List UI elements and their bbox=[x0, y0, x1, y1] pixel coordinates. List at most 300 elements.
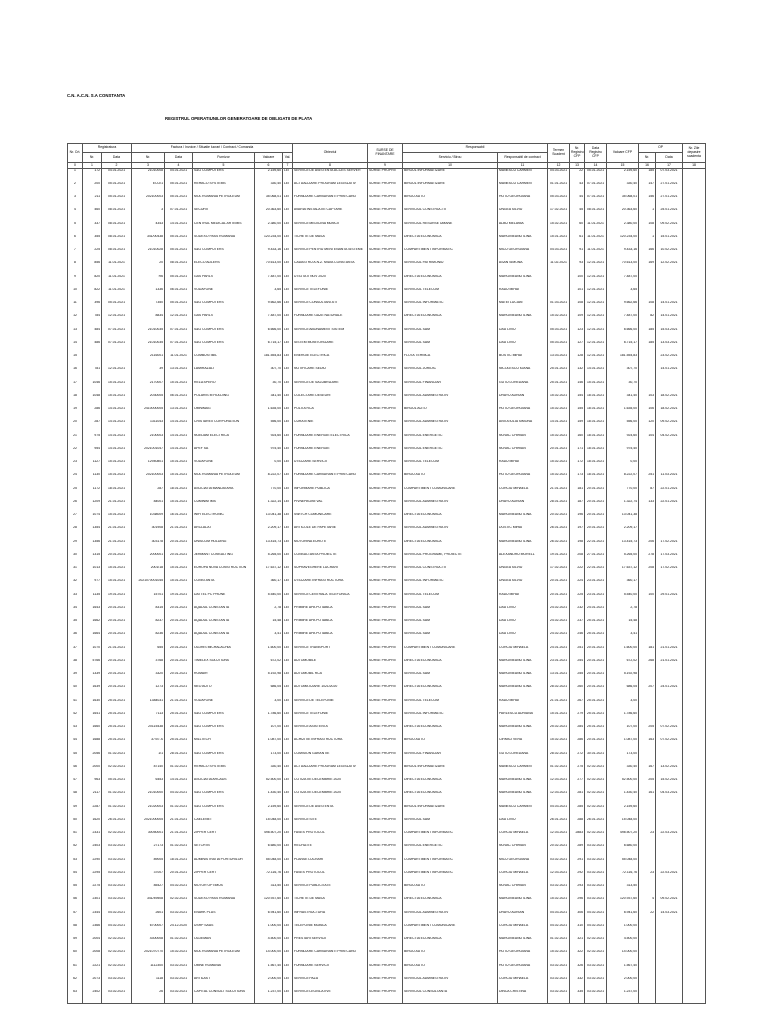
cell-valoare-cfp: 30,70 bbox=[607, 381, 639, 394]
cell-reg-data: 08.01.2021 bbox=[102, 248, 132, 261]
cell-valuta: LEI bbox=[283, 566, 293, 579]
cell-sursa: SURSE PROPRII bbox=[368, 394, 403, 407]
cell-valoare: 7.487,00 bbox=[255, 275, 283, 288]
cell-responsabil: MARGINEANU ILINA bbox=[498, 314, 548, 327]
cell-valoare-cfp: 52.500,00 bbox=[607, 778, 639, 791]
cell-op-data bbox=[656, 805, 683, 818]
cell-reg-data: 20.01.2021 bbox=[102, 619, 132, 632]
cell-valoare-cfp: 3,65 bbox=[607, 288, 639, 301]
cell-responsabil: MARGINEANU ILINA bbox=[498, 725, 548, 738]
table-row bbox=[68, 275, 706, 288]
cell-nr-cfp: 275 bbox=[570, 765, 585, 778]
cell-responsabil: DAU LIVIU bbox=[498, 818, 548, 831]
cell-termen: 24.02.2021 bbox=[548, 606, 570, 619]
cell-nr-cfp: 260 bbox=[570, 685, 585, 698]
cell-data-cfp: 03.02.2021 bbox=[585, 990, 607, 1003]
cell-fact-data: 04.02.2021 bbox=[165, 884, 193, 897]
cell-data-cfp: 15.01.2021 bbox=[585, 381, 607, 394]
cell-sursa: SURSE PROPRII bbox=[368, 752, 403, 765]
column-index: 16 bbox=[639, 163, 656, 169]
cell-termen: 04.02.2021 bbox=[548, 924, 570, 937]
cell-reg-nr: 856 bbox=[83, 261, 102, 274]
cell-op-data: 18.02.2021 bbox=[656, 394, 683, 407]
cell-nr-cfp: 292 bbox=[570, 871, 585, 884]
cell-valuta: LEI bbox=[283, 222, 293, 235]
cell-valoare: 975,40 bbox=[255, 447, 283, 460]
cell-furnizor: SODEXO PASS ROMANIA bbox=[193, 897, 255, 910]
cell-nr-crt: 30 bbox=[68, 553, 83, 566]
cell-reg-nr: 1639 bbox=[83, 685, 102, 698]
cell-fact-nr: 2000001 bbox=[132, 553, 165, 566]
cell-op-data bbox=[656, 619, 683, 632]
cell-furnizor: LAMIRAZALI bbox=[193, 367, 255, 380]
cell-fact-data: 08.01.2021 bbox=[165, 261, 193, 274]
cell-op-nr: 207 bbox=[639, 685, 656, 698]
group-responsabil: Responsabil bbox=[403, 144, 548, 153]
cell-op-nr bbox=[639, 381, 656, 394]
cell-valoare: 70.613,00 bbox=[255, 261, 283, 274]
cell-furnizor: AQADUL CONSTANTA bbox=[193, 606, 255, 619]
cell-nr-cfp: 154 bbox=[570, 394, 585, 407]
cell-reg-data: 03.02.2021 bbox=[102, 897, 132, 910]
cell-op-nr bbox=[639, 844, 656, 857]
cell-valoare: 5.192,98 bbox=[255, 672, 283, 685]
cell-obiectul: FURNIZARE ENERGIE ELECTRICA bbox=[293, 434, 368, 447]
cell-valoare: 120.234,00 bbox=[255, 235, 283, 248]
cell-obiectul: SERVICII MEDICINA MUNCII bbox=[293, 222, 368, 235]
cell-termen: 01.03.2021 bbox=[548, 301, 570, 314]
cell-reg-data: 08.01.2021 bbox=[102, 235, 132, 248]
cell-data-cfp: 02.02.2021 bbox=[585, 831, 607, 844]
cell-valuta: LEI bbox=[283, 261, 293, 274]
table-row bbox=[68, 831, 706, 844]
cell-valoare: 686,05 bbox=[255, 685, 283, 698]
cell-reg-nr: 225 bbox=[83, 248, 102, 261]
cell-valoare-cfp: 13.041,38 bbox=[607, 513, 639, 526]
cell-fact-data: 14.01.2021 bbox=[165, 778, 193, 791]
cell-furnizor: REHACO SYSTEMS bbox=[193, 182, 255, 195]
cell-reg-nr: 1641 bbox=[83, 712, 102, 725]
cell-sursa: SURSE PROPRII bbox=[368, 420, 403, 433]
cell-sursa: SURSE PROPRII bbox=[368, 858, 403, 871]
cell-op-nr bbox=[639, 858, 656, 871]
cell-valoare-cfp: 1.635,00 bbox=[607, 407, 639, 420]
cell-furnizor: MOL ROMANIA PETROLEUM bbox=[193, 950, 255, 963]
cell-serviciu: BIROU AUTO bbox=[403, 473, 498, 486]
cell-zile bbox=[683, 526, 706, 539]
cell-nr-crt: 31 bbox=[68, 566, 83, 579]
cell-fact-data: 04.01.2021 bbox=[165, 169, 193, 182]
cell-reg-data: 15.01.2021 bbox=[102, 394, 132, 407]
cell-fact-nr: 2601 bbox=[132, 911, 165, 924]
cell-reg-nr: 1643 bbox=[83, 606, 102, 619]
cell-responsabil: GUTU LOREDANA bbox=[498, 752, 548, 765]
cell-termen: 24.02.2021 bbox=[548, 632, 570, 645]
cell-responsabil: UNGEA SILVIU bbox=[498, 579, 548, 592]
cell-valoare: 1.567,40 bbox=[255, 964, 283, 977]
cell-reg-nr: 963 bbox=[83, 778, 102, 791]
cell-fact-data: 28.01.2021 bbox=[165, 752, 193, 765]
cell-fact-data: 13.01.2021 bbox=[165, 367, 193, 380]
cell-termen: 20.02.2021 bbox=[548, 513, 570, 526]
cell-fact-nr: 341/49508 bbox=[132, 897, 165, 910]
table-row bbox=[68, 540, 706, 553]
cell-op-data bbox=[656, 937, 683, 950]
register-rows bbox=[68, 169, 706, 1004]
cell-op-nr bbox=[639, 752, 656, 765]
cell-nr-cfp: 160 bbox=[570, 434, 585, 447]
cell-termen: 12.03.2021 bbox=[548, 831, 570, 844]
cell-valuta: LEI bbox=[283, 301, 293, 314]
cell-nr-cfp: 251 bbox=[570, 646, 585, 659]
cell-reg-data: 20.01.2021 bbox=[102, 553, 132, 566]
cell-responsabil: MARGINEANU ILINA bbox=[498, 685, 548, 698]
cell-reg-data: 14.01.2021 bbox=[102, 434, 132, 447]
cell-valoare: 9.662,66 bbox=[255, 301, 283, 314]
column-index: 0 bbox=[68, 163, 83, 169]
cell-responsabil: GUTU LOREDANA bbox=[498, 381, 548, 394]
cell-serviciu: DIRECTIA ECONOMICA bbox=[403, 275, 498, 288]
cell-serviciu: COMPARTIMENT INFORMATIC bbox=[403, 858, 498, 871]
cell-valuta: LEI bbox=[283, 738, 293, 751]
cell-termen: 28.02.2021 bbox=[548, 752, 570, 765]
cell-reg-data: 21.01.2021 bbox=[102, 500, 132, 513]
cell-termen: 20.01.2021 bbox=[548, 447, 570, 460]
table-row bbox=[68, 884, 706, 897]
cell-sursa: SURSE PROPRII bbox=[368, 672, 403, 685]
cell-termen: 15.02.2021 bbox=[548, 897, 570, 910]
cell-zile bbox=[683, 831, 706, 844]
cell-fact-data: 11.01.2021 bbox=[165, 354, 193, 367]
cell-zile bbox=[683, 738, 706, 751]
cell-valuta: LEI bbox=[283, 434, 293, 447]
table-row bbox=[68, 725, 706, 738]
cell-fact-data: 03.02.2021 bbox=[165, 911, 193, 924]
cell-serviciu: BIROUL INFORMATIZARE bbox=[403, 765, 498, 778]
cell-serviciu: BIROU AUTO bbox=[403, 738, 498, 751]
cell-furnizor: ENARK PLUS bbox=[193, 911, 255, 924]
cell-fact-data: 14.01.2021 bbox=[165, 434, 193, 447]
cell-nr-crt: 22 bbox=[68, 447, 83, 460]
cell-data-cfp: 04.02.2021 bbox=[585, 911, 607, 924]
cell-nr-crt: 60 bbox=[68, 950, 83, 963]
cell-reg-data: 04.02.2021 bbox=[102, 911, 132, 924]
cell-zile bbox=[683, 222, 706, 235]
table-row bbox=[68, 473, 706, 486]
cell-sursa: SURSE PROPRII bbox=[368, 738, 403, 751]
cell-fact-data: 15.01.2021 bbox=[165, 460, 193, 473]
cell-serviciu: SERVICIUL SAM bbox=[403, 632, 498, 645]
cell-furnizor: S&G COMPUTERS bbox=[193, 301, 255, 314]
cell-nr-cfp: 306 bbox=[570, 911, 585, 924]
cell-valuta: LEI bbox=[283, 182, 293, 195]
cell-op-nr: 106 bbox=[639, 407, 656, 420]
table-row bbox=[68, 606, 706, 619]
table-row bbox=[68, 487, 706, 500]
cell-nr-crt: 5 bbox=[68, 222, 83, 235]
cell-termen bbox=[548, 275, 570, 288]
cell-valoare: 330,40 bbox=[255, 182, 283, 195]
cell-valoare-cfp: 55.048,00 bbox=[607, 858, 639, 871]
cell-op-nr: 185 bbox=[639, 341, 656, 354]
cell-data-cfp: 02.02.2021 bbox=[585, 805, 607, 818]
cell-furnizor: AQADUL CONSTANTA bbox=[193, 619, 255, 632]
cell-sursa: SURSE PROPRII bbox=[368, 699, 403, 712]
cell-termen: 12.03.2021 bbox=[548, 778, 570, 791]
cell-valoare-cfp: 1.600,00 bbox=[607, 646, 639, 659]
cell-fact-data: 20.01.2021 bbox=[165, 672, 193, 685]
cell-valuta: LEI bbox=[283, 897, 293, 910]
cell-zile bbox=[683, 288, 706, 301]
cell-fact-nr: 287 bbox=[132, 487, 165, 500]
table-row bbox=[68, 632, 706, 645]
cell-obiectul: SERVICII PUBLICITATE bbox=[293, 884, 368, 897]
cell-sursa: SURSE PROPRII bbox=[368, 526, 403, 539]
cell-fact-data: 02.02.2021 bbox=[165, 897, 193, 910]
table-row bbox=[68, 858, 706, 871]
table-row bbox=[68, 566, 706, 579]
cell-termen: 05.03.2021 bbox=[548, 341, 570, 354]
cell-valoare: 13.041,38 bbox=[255, 513, 283, 526]
cell-valuta: LEI bbox=[283, 487, 293, 500]
cell-furnizor: SETCH IB bbox=[193, 844, 255, 857]
cell-reg-nr: 2287 bbox=[83, 805, 102, 818]
cell-nr-cfp: 187 bbox=[570, 500, 585, 513]
cell-serviciu: BIROUL INFORMATIZARE bbox=[403, 182, 498, 195]
cell-reg-data: 20.01.2021 bbox=[102, 606, 132, 619]
cell-responsabil: DRAYU ADRIAN bbox=[498, 911, 548, 924]
cell-op-nr: 208 bbox=[639, 566, 656, 579]
cell-sursa: SURSE PROPRII bbox=[368, 288, 403, 301]
cell-zile bbox=[683, 964, 706, 977]
table-row bbox=[68, 354, 706, 367]
cell-valuta: LEI bbox=[283, 646, 293, 659]
cell-reg-data: 25.01.2021 bbox=[102, 738, 132, 751]
cell-data-cfp: 20.01.2021 bbox=[585, 659, 607, 672]
cell-op-nr: 205 bbox=[639, 725, 656, 738]
cell-data-cfp: 20.01.2021 bbox=[585, 487, 607, 500]
table-row bbox=[68, 844, 706, 857]
cell-fact-data: 15.01.2021 bbox=[165, 473, 193, 486]
cell-valoare: 2,78 bbox=[255, 606, 283, 619]
cell-sursa: SURSE PROPRII bbox=[368, 314, 403, 327]
cell-fact-data: 03.02.2021 bbox=[165, 977, 193, 990]
cell-termen: 15.02.2021 bbox=[548, 460, 570, 473]
cell-valuta: LEI bbox=[283, 341, 293, 354]
cell-responsabil: HOTU GEORGIANA bbox=[498, 950, 548, 963]
cell-obiectul: INFRASTRUCTURA bbox=[293, 911, 368, 924]
cell-zile bbox=[683, 381, 706, 394]
cell-obiectul: ARTICOLE DE PAPETARIE bbox=[293, 526, 368, 539]
cell-nr-cfp: 321 bbox=[570, 937, 585, 950]
cell-reg-nr: 1660 bbox=[83, 725, 102, 738]
cell-furnizor: JERMANT CONSULTING bbox=[193, 553, 255, 566]
cell-valoare-cfp: 498.507,20 bbox=[607, 831, 639, 844]
cell-reg-nr: 172 bbox=[83, 169, 102, 182]
cell-reg-nr: 1688 bbox=[83, 738, 102, 751]
cell-reg-nr: 2301 bbox=[83, 897, 102, 910]
cell-fact-data: 01.02.2021 bbox=[165, 937, 193, 950]
cell-data-cfp: 18.01.2021 bbox=[585, 407, 607, 420]
cell-furnizor: EUROPA NOVA CONSTRUCTION bbox=[193, 566, 255, 579]
cell-zile bbox=[683, 407, 706, 420]
cell-obiectul: TELEFONIE MOBILA bbox=[293, 924, 368, 937]
cell-op-nr: 163 bbox=[639, 738, 656, 751]
cell-op-nr: 1 bbox=[639, 208, 656, 221]
cell-fact-data: 18.01.2021 bbox=[165, 858, 193, 871]
cell-sursa: SURSE PROPRII bbox=[368, 367, 403, 380]
cell-nr-cfp: 155 bbox=[570, 407, 585, 420]
cell-responsabil: NOVAC CHIRIAN bbox=[498, 884, 548, 897]
cell-nr-cfp: 123 bbox=[570, 328, 585, 341]
cell-sursa: SURSE PROPRII bbox=[368, 208, 403, 221]
cell-obiectul: PRIMIRE APA POTABILA bbox=[293, 619, 368, 632]
cell-nr-crt: 35 bbox=[68, 619, 83, 632]
cell-nr-crt: 37 bbox=[68, 646, 83, 659]
cell-termen: 24.01.2021 bbox=[548, 646, 570, 659]
cell-zile bbox=[683, 354, 706, 367]
cell-reg-data: 11.01.2021 bbox=[102, 261, 132, 274]
cell-valuta: LEI bbox=[283, 248, 293, 261]
cell-fact-data: 04.02.2021 bbox=[165, 791, 193, 804]
cell-furnizor: WIFI ELECTRONIC bbox=[193, 513, 255, 526]
cell-obiectul: SERVICII PAZA bbox=[293, 977, 368, 990]
cell-nr-crt: 19 bbox=[68, 407, 83, 420]
cell-fact-data: 21.01.2021 bbox=[165, 526, 193, 539]
cell-furnizor: VODAFONE bbox=[193, 288, 255, 301]
cell-nr-cfp: 60 bbox=[570, 222, 585, 235]
column-index: 10 bbox=[403, 163, 498, 169]
cell-fact-data: 18.01.2021 bbox=[165, 487, 193, 500]
cell-reg-nr: 2117 bbox=[83, 791, 102, 804]
cell-nr-cfp: 109 bbox=[570, 314, 585, 327]
cell-data-cfp: 02.02.2021 bbox=[585, 765, 607, 778]
cell-data-cfp: 12.01.2021 bbox=[585, 354, 607, 367]
cell-nr-cfp: 288 bbox=[570, 818, 585, 831]
cell-sursa: SURSE PROPRII bbox=[368, 434, 403, 447]
cell-valuta: LEI bbox=[283, 699, 293, 712]
cell-valuta: LEI bbox=[283, 844, 293, 857]
cell-fact-data: 15.01.2021 bbox=[165, 566, 193, 579]
cell-obiectul: SERVICII CONSULTANTA IT bbox=[293, 301, 368, 314]
cell-responsabil: BOSTIC MIHAI bbox=[498, 354, 548, 367]
cell-data-cfp: 12.01.2021 bbox=[585, 288, 607, 301]
cell-reg-nr: 286 bbox=[83, 407, 102, 420]
cell-nr-crt: 21 bbox=[68, 434, 83, 447]
cell-data-cfp: 12.01.2021 bbox=[585, 314, 607, 327]
table-row bbox=[68, 752, 706, 765]
cell-nr-crt: 52 bbox=[68, 844, 83, 857]
table-row bbox=[68, 288, 706, 301]
cell-nr-crt: 16 bbox=[68, 367, 83, 380]
cell-sursa: SURSE PROPRII bbox=[368, 248, 403, 261]
cell-fact-nr: 2170007 bbox=[132, 381, 165, 394]
cell-termen: 20.01.2021 bbox=[548, 593, 570, 606]
cell-zile bbox=[683, 182, 706, 195]
cell-furnizor: RELIZSPERO bbox=[193, 381, 255, 394]
cell-obiectul: ENERGIE ELECTRICA bbox=[293, 354, 368, 367]
cell-reg-data: 19.01.2021 bbox=[102, 593, 132, 606]
cell-nr-cfp: 197 bbox=[570, 526, 585, 539]
cell-op-nr: 23 bbox=[639, 871, 656, 884]
cell-furnizor: MOTOR OPTIMUS bbox=[193, 884, 255, 897]
cell-op-nr bbox=[639, 712, 656, 725]
cell-serviciu: DIRECTIA ECONOMICA bbox=[403, 235, 498, 248]
cell-fact-nr: 21010028 bbox=[132, 248, 165, 261]
cell-data-cfp: 18.01.2021 bbox=[585, 460, 607, 473]
cell-serviciu: BIROU AUTO bbox=[403, 884, 498, 897]
cell-fact-data: 21.01.2021 bbox=[165, 831, 193, 844]
cell-valoare: 15.048,00 bbox=[255, 818, 283, 831]
cell-fact-nr: 8237 bbox=[132, 619, 165, 632]
cell-zile bbox=[683, 500, 706, 513]
cell-serviciu: SERVICIUL INFORMATIC bbox=[403, 301, 498, 314]
cell-fact-data: 01.02.2021 bbox=[165, 805, 193, 818]
cell-valoare: 72.116,76 bbox=[255, 871, 283, 884]
cell-responsabil: NOVAC CHIRIAN bbox=[498, 844, 548, 857]
cell-termen: 04.03.2021 bbox=[548, 805, 570, 818]
cell-valuta: LEI bbox=[283, 964, 293, 977]
column-index: 4 bbox=[165, 163, 193, 169]
cell-sursa: SURSE PROPRII bbox=[368, 261, 403, 274]
cell-reg-nr: 820 bbox=[83, 275, 102, 288]
cell-serviciu: SERVICIUL CONSTRUCTII bbox=[403, 566, 498, 579]
cell-op-data bbox=[656, 924, 683, 937]
cell-serviciu: SERVICIUL SAM bbox=[403, 619, 498, 632]
cell-nr-crt: 29 bbox=[68, 540, 83, 553]
cell-serviciu: SERVICIUL RESURSE UMANE bbox=[403, 222, 498, 235]
cell-zile bbox=[683, 619, 706, 632]
cell-reg-nr: 484 bbox=[83, 328, 102, 341]
cell-zile bbox=[683, 659, 706, 672]
cell-reg-nr: 1046 bbox=[83, 381, 102, 394]
cell-reg-nr: 211 bbox=[83, 195, 102, 208]
cell-op-data bbox=[656, 712, 683, 725]
cell-valoare: 5.540,00 bbox=[255, 593, 283, 606]
cell-fact-data: 20.01.2021 bbox=[165, 619, 193, 632]
cell-serviciu: DIRECTIA ECONOMICA bbox=[403, 513, 498, 526]
cell-zile bbox=[683, 593, 706, 606]
cell-nr-crt: 39 bbox=[68, 672, 83, 685]
cell-data-cfp: 20.01.2021 bbox=[585, 513, 607, 526]
table-row bbox=[68, 261, 706, 274]
cell-furnizor: S&G COMPUTERS bbox=[193, 169, 255, 182]
cell-valoare: 1.430,40 bbox=[255, 791, 283, 804]
cell-fact-data: 20.01.2021 bbox=[165, 606, 193, 619]
cell-reg-nr: 1315 bbox=[83, 553, 102, 566]
cell-op-data bbox=[656, 672, 683, 685]
cell-serviciu: BIROUL INFORMATIZARE bbox=[403, 169, 498, 182]
cell-valoare: 556,00 bbox=[255, 420, 283, 433]
cell-nr-cfp: 44 bbox=[570, 195, 585, 208]
table-row bbox=[68, 818, 706, 831]
cell-data-cfp: 03.02.2021 bbox=[585, 884, 607, 897]
cell-sursa: SURSE PROPRII bbox=[368, 632, 403, 645]
cell-nr-crt: 54 bbox=[68, 871, 83, 884]
cell-fact-data: 05.01.2021 bbox=[165, 275, 193, 288]
cell-termen: 04.03.2021 bbox=[548, 169, 570, 182]
cell-valoare-cfp: 770,00 bbox=[607, 487, 639, 500]
cell-data-cfp: 25.01.2021 bbox=[585, 712, 607, 725]
cell-serviciu: COMPARTIMENT INFORMATIC bbox=[403, 831, 498, 844]
cell-fact-nr: 84001 bbox=[132, 500, 165, 513]
cell-furnizor: REHACO SYSTEMS bbox=[193, 765, 255, 778]
cell-valuta: LEI bbox=[283, 460, 293, 473]
cell-fact-nr: 4343 bbox=[132, 222, 165, 235]
col-reg-data: Data bbox=[102, 153, 132, 163]
cell-reg-data: 25.01.2021 bbox=[102, 699, 132, 712]
cell-fact-nr: 2021070001045 bbox=[132, 579, 165, 592]
